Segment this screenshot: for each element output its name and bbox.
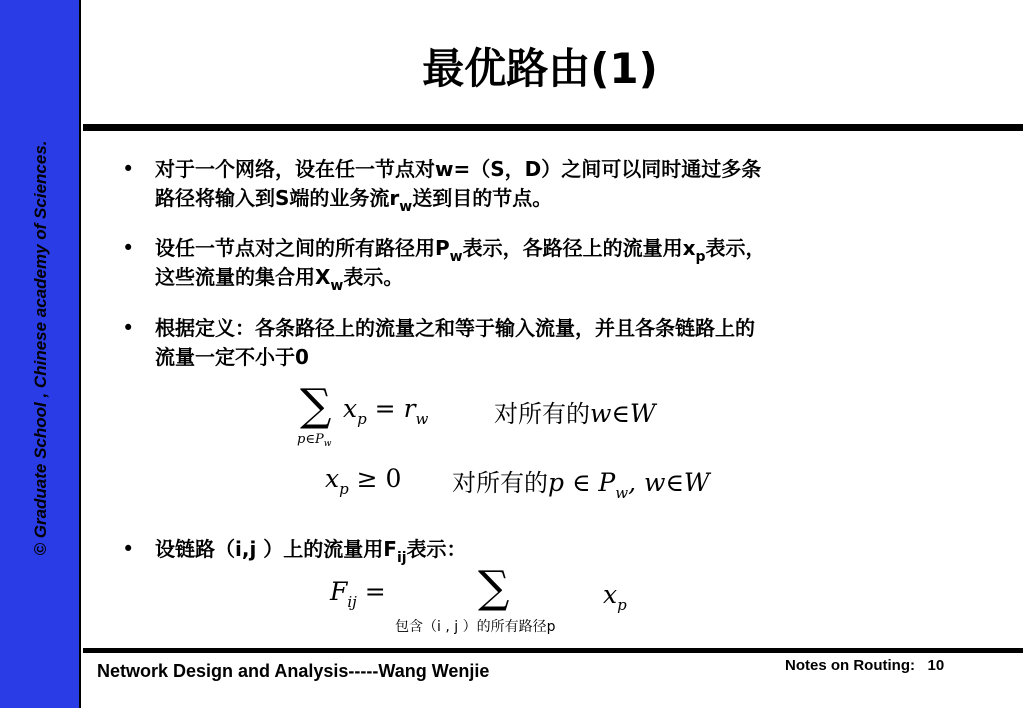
footer-rule — [83, 648, 1023, 653]
subscript: w — [415, 410, 429, 428]
bullet-3-line-1: 根据定义：各条路径上的流量之和等于输入流量，并且各条链路上的 — [155, 316, 755, 340]
operator: ≥ 0 — [348, 464, 402, 493]
summation-symbol: ∑ — [478, 562, 510, 613]
subscript: p — [617, 596, 627, 614]
condition-text: 对所有的 — [494, 400, 590, 428]
variable: x — [603, 580, 618, 609]
condition-text: 对所有的 — [452, 469, 548, 497]
bullet-4-line — [155, 535, 467, 573]
variable: F — [330, 577, 348, 606]
bullet-marker: • — [122, 537, 135, 561]
text-run: 送到目的节点。 — [412, 186, 553, 210]
variable: x — [325, 464, 340, 493]
text-run: p∈P — [297, 432, 324, 447]
variable: x — [343, 394, 358, 423]
bullet-1-line-1: 对于一个网络，设在任一节点对w=（S，D）之间可以同时通过多条 — [155, 157, 762, 181]
equation-1-condition — [494, 394, 656, 429]
operator: = — [366, 394, 404, 423]
bullet-marker: • — [122, 157, 135, 181]
equation-1-body — [343, 394, 428, 428]
summation-range-note: 包含（i , j ）的所有路径p — [395, 619, 556, 635]
subscript: p — [339, 480, 349, 498]
text-run: 路径将输入到S端的业务流r — [155, 186, 400, 210]
bullet-marker: • — [122, 316, 135, 340]
subscript: p — [357, 410, 367, 428]
summation-symbol: ∑ — [300, 380, 332, 431]
bullet-marker: • — [122, 236, 135, 260]
footer-course-title: Network Design and Analysis-----Wang Wenjie — [97, 661, 490, 681]
text-run: 这些流量的集合用X — [155, 265, 331, 289]
footer-page-info — [785, 657, 944, 674]
subscript: w — [449, 249, 463, 265]
text-run: 设任一节点对之间的所有路径用P — [155, 236, 450, 260]
subscript: p — [695, 249, 706, 265]
subscript: w — [615, 484, 629, 502]
subscript: w — [399, 199, 413, 215]
condition-math: , w∈W — [628, 468, 710, 497]
sidebar — [0, 0, 81, 708]
sidebar-copyright: © Graduate School , Chinese academy of Sciences. — [31, 140, 50, 556]
subscript: w — [330, 278, 344, 294]
text-run: 表示， — [705, 236, 766, 260]
bullet-1-line-2 — [155, 184, 552, 222]
title-rule — [83, 124, 1023, 131]
bullet-2-line-2 — [155, 263, 403, 301]
condition-math: p ∈ P — [548, 468, 616, 497]
text-run: 表示。 — [343, 265, 404, 289]
footer-section-label: Notes on Routing: — [785, 657, 915, 674]
subscript: w — [323, 439, 332, 449]
page-number: 10 — [927, 657, 945, 674]
subscript: ij — [347, 593, 357, 611]
text-run: 表示： — [406, 537, 467, 561]
operator: = — [356, 577, 386, 606]
text-run: 表示，各路径上的流量用x — [462, 236, 696, 260]
subscript: ij — [396, 550, 407, 566]
condition-math: w∈W — [590, 399, 656, 428]
equation-2-condition — [452, 463, 710, 502]
equation-2-body — [325, 464, 401, 498]
bullet-3-line-2: 流量一定不小于0 — [155, 345, 309, 369]
variable: r — [403, 394, 416, 423]
text-run: 设链路（i,j ）上的流量用F — [155, 537, 397, 561]
slide-title: 最优路由(1) — [422, 44, 658, 93]
equation-3-lhs — [330, 577, 386, 611]
equation-3-rhs — [603, 580, 627, 614]
summation-subscript — [297, 432, 331, 449]
